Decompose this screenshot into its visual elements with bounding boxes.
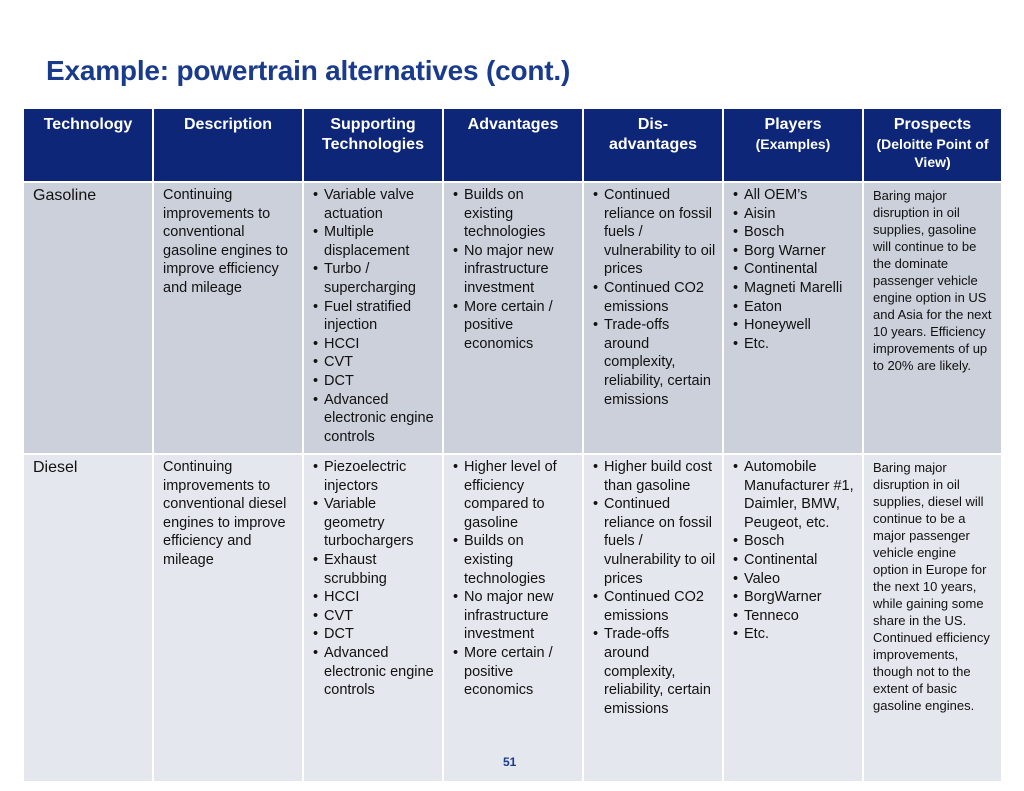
cell-advantages bbox=[444, 455, 584, 783]
list-item: • Bosch bbox=[733, 532, 856, 551]
list-item: • Continued reliance on fossil fuels / vulnerability to oil prices bbox=[593, 186, 716, 279]
supporting-list bbox=[313, 458, 436, 700]
list-item: • Valeo bbox=[733, 570, 856, 589]
players-list bbox=[733, 458, 856, 644]
header-disadvantages bbox=[584, 109, 724, 183]
cell-players bbox=[724, 183, 864, 455]
list-item: • Piezoelectric injectors bbox=[313, 458, 436, 495]
list-item: • CVT bbox=[313, 353, 436, 372]
list-item: • All OEM’s bbox=[733, 186, 856, 205]
list-item: • Aisin bbox=[733, 205, 856, 224]
header-prospects bbox=[864, 109, 1001, 183]
list-item: • HCCI bbox=[313, 588, 436, 607]
header-supporting-line2: Technologies bbox=[322, 136, 424, 153]
disadvantages-list bbox=[593, 186, 716, 409]
list-item: • Continental bbox=[733, 260, 856, 279]
cell-disadvantages bbox=[584, 455, 724, 783]
powertrain-table bbox=[24, 109, 1001, 783]
list-item: • Builds on existing technologies bbox=[453, 532, 576, 588]
list-item: • Multiple displacement bbox=[313, 223, 436, 260]
page-number: 51 bbox=[503, 755, 517, 769]
header-disadvantages-line1: Dis- bbox=[637, 116, 669, 133]
list-item: • Fuel stratified injection bbox=[313, 298, 436, 335]
list-item: • CVT bbox=[313, 607, 436, 626]
cell-description: Continuing improvements to conventional diesel engines to improve efficiency and mileage bbox=[154, 455, 304, 783]
header-players-label: Players bbox=[764, 116, 822, 133]
cell-technology: Diesel bbox=[24, 455, 154, 783]
table-row-diesel bbox=[24, 455, 1001, 783]
cell-supporting bbox=[304, 183, 444, 455]
list-item: • Advanced electronic engine controls bbox=[313, 644, 436, 700]
list-item: • Eaton bbox=[733, 298, 856, 317]
table-row-gasoline bbox=[24, 183, 1001, 455]
list-item: • Continued CO2 emissions bbox=[593, 279, 716, 316]
header-players-sub: (Examples) bbox=[755, 136, 831, 152]
header-technology: Technology bbox=[24, 109, 154, 183]
advantages-list bbox=[453, 458, 576, 700]
list-item: • Turbo / supercharging bbox=[313, 260, 436, 297]
header-row bbox=[24, 109, 1001, 183]
list-item: • Builds on existing technologies bbox=[453, 186, 576, 242]
list-item: • Variable valve actuation bbox=[313, 186, 436, 223]
cell-supporting bbox=[304, 455, 444, 783]
supporting-list bbox=[313, 186, 436, 446]
players-list bbox=[733, 186, 856, 353]
list-item: • More certain / positive economics bbox=[453, 644, 576, 700]
list-item: • Honeywell bbox=[733, 316, 856, 335]
disadvantages-list bbox=[593, 458, 716, 718]
header-supporting-technologies bbox=[304, 109, 444, 183]
header-advantages: Advantages bbox=[444, 109, 584, 183]
cell-technology: Gasoline bbox=[24, 183, 154, 455]
advantages-list bbox=[453, 186, 576, 353]
header-prospects-sub: (Deloitte Point of View) bbox=[876, 136, 989, 170]
list-item: • Exhaust scrubbing bbox=[313, 551, 436, 588]
cell-prospects: Baring major disruption in oil supplies, gasoline will continue to be the dominate passenger vehicle engine option in US and Asia for the next 10 years. Efficiency improvements of up to 20% are likely. bbox=[864, 183, 1001, 455]
list-item: • Advanced electronic engine controls bbox=[313, 391, 436, 447]
list-item: • Bosch bbox=[733, 223, 856, 242]
cell-players bbox=[724, 455, 864, 783]
header-players bbox=[724, 109, 864, 183]
list-item: • Etc. bbox=[733, 625, 856, 644]
list-item: • BorgWarner bbox=[733, 588, 856, 607]
header-disadvantages-line2: advantages bbox=[608, 136, 698, 153]
cell-description: Continuing improvements to conventional gasoline engines to improve efficiency and mileage bbox=[154, 183, 304, 455]
list-item: • Etc. bbox=[733, 335, 856, 354]
list-item: • Trade-offs around complexity, reliability, certain emissions bbox=[593, 625, 716, 718]
list-item: • Trade-offs around complexity, reliability, certain emissions bbox=[593, 316, 716, 409]
list-item: • Borg Warner bbox=[733, 242, 856, 261]
list-item: • Higher level of efficiency compared to gasoline bbox=[453, 458, 576, 532]
slide-title: Example: powertrain alternatives (cont.) bbox=[46, 55, 571, 86]
list-item: • Variable geometry turbochargers bbox=[313, 495, 436, 551]
header-description: Description bbox=[154, 109, 304, 183]
list-item: • Higher build cost than gasoline bbox=[593, 458, 716, 495]
list-item: • Automobile Manufacturer #1, Daimler, BMW, Peugeot, etc. bbox=[733, 458, 856, 532]
cell-advantages bbox=[444, 183, 584, 455]
cell-disadvantages bbox=[584, 183, 724, 455]
list-item: • No major new infrastructure investment bbox=[453, 588, 576, 644]
list-item: • Magneti Marelli bbox=[733, 279, 856, 298]
list-item: • DCT bbox=[313, 372, 436, 391]
list-item: • Continental bbox=[733, 551, 856, 570]
header-prospects-label: Prospects bbox=[893, 116, 972, 133]
header-supporting-line1: Supporting bbox=[330, 116, 416, 133]
list-item: • Continued CO2 emissions bbox=[593, 588, 716, 625]
list-item: • More certain / positive economics bbox=[453, 298, 576, 354]
list-item: • HCCI bbox=[313, 335, 436, 354]
list-item: • Tenneco bbox=[733, 607, 856, 626]
list-item: • DCT bbox=[313, 625, 436, 644]
cell-prospects: Baring major disruption in oil supplies, diesel will continue to be a major passenger vehicle engine option in Europe for the next 10 years, while gaining some share in the US. Continued efficiency improvements, though not to the extent of basic gasoline engines. bbox=[864, 455, 1001, 783]
list-item: • No major new infrastructure investment bbox=[453, 242, 576, 298]
list-item: • Continued reliance on fossil fuels / vulnerability to oil prices bbox=[593, 495, 716, 588]
